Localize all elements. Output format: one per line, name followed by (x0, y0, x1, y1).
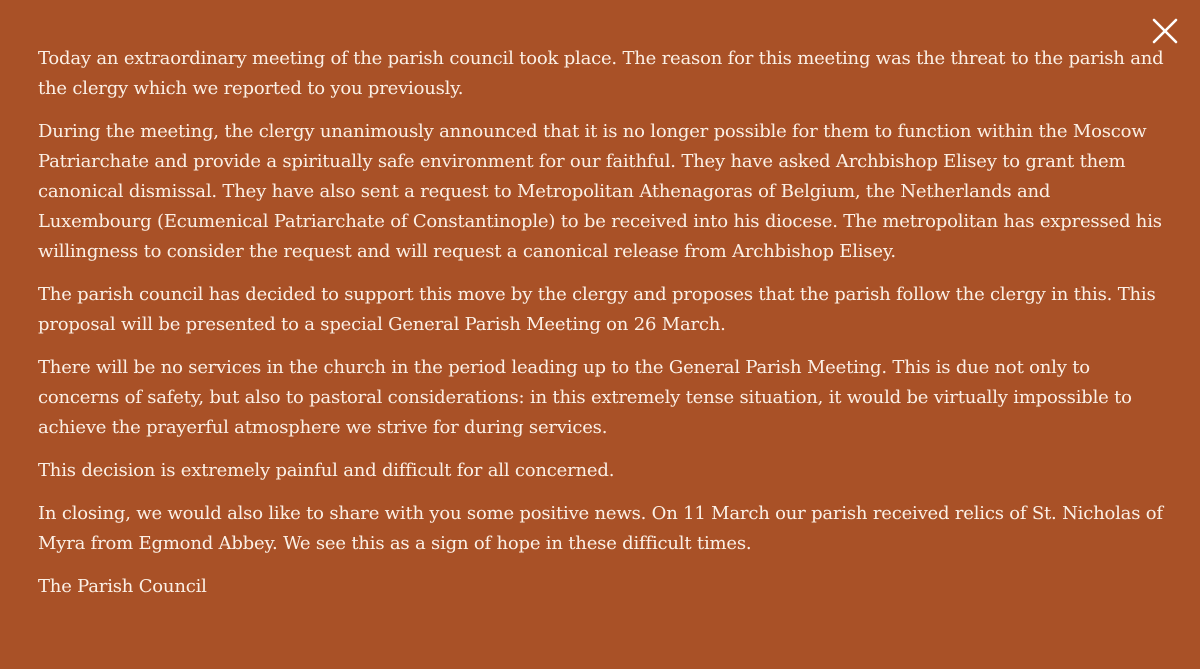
paragraph-clergy-decision: During the meeting, the clergy unanimously announced that it is no longer possible for them to function within the Moscow Patriarchate and provide a spiritually safe environment for our faithful. They have asked Archbishop Elisey to grant them canonical dismissal. They have also sent a request to Metropolitan Athenagoras of Belgium, the Netherlands and Luxembourg (Ecumenical Patriarchate of Constantinople) to be received into his diocese. The metropolitan has expressed his willingness to consider the request and will request a canonical release from Archbishop Elisey. (38, 121, 1162, 262)
paragraph-meeting: Today an extraordinary meeting of the parish council took place. The reason for this meeting was the threat to the parish and the clergy which we reported to you previously. (38, 48, 1164, 99)
paragraph-difficult-decision: This decision is extremely painful and difficult for all concerned. (38, 460, 615, 481)
paragraph-no-services: There will be no services in the church in the period leading up to the General Parish Meeting. This is due not only to concerns of safety, but also to pastoral considerations: in this extremely tense situation, it would be virtually impossible to achieve the prayerful atmosphere we strive for during services. (38, 357, 1132, 438)
close-button[interactable] (1148, 14, 1182, 48)
paragraph-council-support: The parish council has decided to support this move by the clergy and proposes that the parish follow the clergy in this. This proposal will be presented to a special General Parish Meeting on 26 March. (38, 284, 1156, 335)
close-icon (1151, 17, 1179, 45)
notice-text (38, 44, 1168, 615)
paragraph-positive-news: In closing, we would also like to share with you some positive news. On 11 March our parish received relics of St. Nicholas of Myra from Egmond Abbey. We see this as a sign of hope in these difficult times. (38, 503, 1163, 554)
signature: The Parish Council (38, 576, 207, 597)
